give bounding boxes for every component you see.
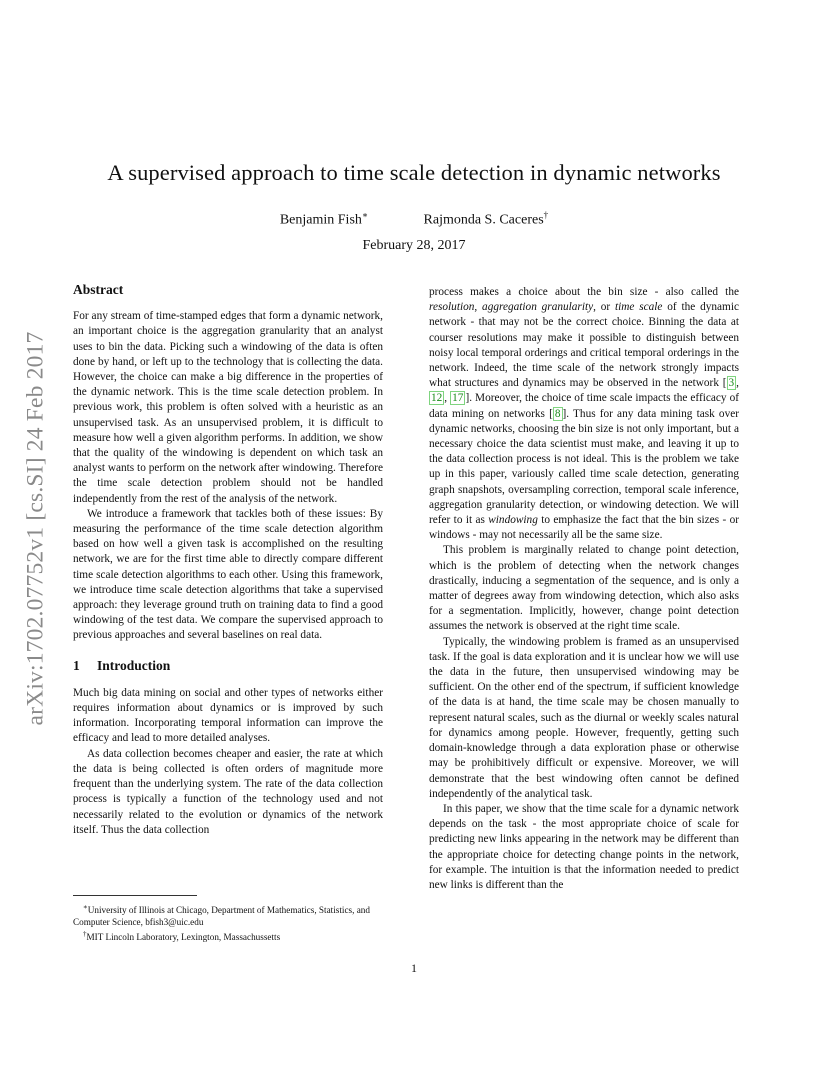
text-run: , or xyxy=(593,301,615,314)
text-run: ]. Moreover, the choice of time scale impacts the efficacy of data mining on networks [ xyxy=(429,392,739,420)
intro-paragraph-3 xyxy=(429,285,739,543)
emphasis-aggregation-granularity: aggregation granularity xyxy=(482,301,594,314)
paper-date: February 28, 2017 xyxy=(362,238,466,253)
intro-paragraph-5: Typically, the windowing problem is framed as an unsupervised task. If the goal is data exploration and it is unclear how we will use the data in the future, then unsupervised windowing may be sufficient. On the other end of the spectrum, if sufficient knowledge of the data is at hand, the time scale may be chosen manually to represent natural scales, such as the diurnal or weekly scales natural for dynamics among people. However, frequently, getting such domain-knowledge through a data exploration phase or otherwise may be prohibitively difficult or expensive. Moreover, we will demonstrate that the best windowing often cannot be defined independently of the analytical task. xyxy=(429,635,739,800)
left-column xyxy=(73,282,383,838)
arxiv-side-stamp xyxy=(16,298,56,758)
section-heading-introduction xyxy=(73,658,383,673)
emphasis-time-scale: time scale xyxy=(614,301,663,314)
footnote-text: University of Illinois at Chicago, Department of Mathematics, Statistics, and Computer Science, bfish3@uic.edu xyxy=(73,905,370,928)
footnote-1 xyxy=(73,901,383,928)
author-fish xyxy=(280,210,368,229)
section-title: Introduction xyxy=(97,657,171,673)
text-run: , xyxy=(474,301,483,314)
page-number: 1 xyxy=(411,961,417,975)
footnote-mark: ∗ xyxy=(83,903,88,911)
citation-link[interactable]: 12 xyxy=(431,392,443,405)
section-number: 1 xyxy=(73,657,80,673)
footnote-text: MIT Lincoln Laboratory, Lexington, Massachussetts xyxy=(86,932,281,943)
footnote-2 xyxy=(73,928,383,943)
arxiv-identifier: arXiv:1702.07752v1 [cs.SI] 24 Feb 2017 xyxy=(22,330,49,726)
intro-paragraph-1: Much big data mining on social and other types of networks either requires information about dynamics or is improved by such information. Incorporating temporal information can improve the efficacy and lead to more detailed analyses. xyxy=(73,686,383,745)
intro-paragraph-4: This problem is marginally related to change point detection, which is the problem of detecting when the network changes drastically, inducing a segmentation of the sequence, and is only a matter of degrees away from windowing detection, which also asks for a segmentation. Implicitly, however, change point detection assumes the network is observed at the right time scale. xyxy=(429,544,739,633)
citation-link[interactable]: 17 xyxy=(452,392,464,405)
text-run: of the dynamic network - that may not be the correct choice. Binning the data at courser resolutions may make it possible to distinguish between noisy local temporal orderings and critical temporal orderings in the network. Indeed, the time scale of the network strongly impacts what structures and dynamics may be observed in the network [ xyxy=(429,301,739,390)
abstract-paragraph-2: We introduce a framework that tackles both of these issues: By measuring the performance of the time scale detection algorithm based on how well a given task is accomplished on the resulting network, we are for the first time able to directly compare different time scale detection algorithms to each other. Using this framework, we introduce time scale detection algorithms that take a supervised approach: they leverage ground truth on training data to find a good windowing of the test data. We compare the supervised approach to previous approaches and several baselines on real data. xyxy=(73,507,383,642)
text-run: process makes a choice about the bin size - also called the xyxy=(429,286,739,298)
footnote-mark: † xyxy=(83,930,87,939)
citation-link[interactable]: 3 xyxy=(728,377,735,390)
author-footnote-mark: ∗ xyxy=(361,210,369,220)
author-footnote-mark: † xyxy=(543,210,549,220)
abstract-paragraph-1: For any stream of time-stamped edges that form a dynamic network, an important choice is the aggregation granularity that an analyst uses to bin the data. Picking such a windowing of the data is often done by hand, or left up to the technology that is collecting the data. However, the choice can make a big difference in the properties of the dynamic network. This is the time scale detection problem. In previous work, this problem is often solved with a heuristic as an unsupervised task. As an unsupervised problem, it is difficult to measure how well a given algorithm performs. In addition, we show that the quality of the windowing is dependent on which task an analyst wants to perform on the network after windowing. Therefore the time scale detection problem should not be handled independently from the rest of the analysis of the network. xyxy=(73,310,383,505)
footnote-rule xyxy=(73,895,197,896)
footnotes xyxy=(73,895,383,943)
author-list xyxy=(0,210,828,229)
intro-paragraph-2: As data collection becomes cheaper and easier, the rate at which the data is being collected is often orders of magnitude more frequent than the underlying system. The rate of the data collection process is typically a function of the technology used and not necessarily related to the evolution or dynamics of the network itself. Thus the data collection xyxy=(73,747,383,836)
author-name: Rajmonda S. Caceres xyxy=(423,212,544,228)
text-run: to emphasize the fact that the bin sizes - or windows - may not necessarily all be the same size. xyxy=(429,514,739,542)
right-column xyxy=(429,285,739,893)
author-caceres xyxy=(424,210,549,229)
text-run: , xyxy=(444,392,451,405)
citation-link[interactable]: 8 xyxy=(554,407,561,420)
text-run: ]. Thus for any data mining task over dynamic networks, choosing the bin size is not only important, but a necessary choice the data scientist must make, and leaving it up to the data collection process is not ideal. This is the problem we take up in this paper, variously called time scale detection, generating graph snapshots, oversampling correction, temporal scale inference, aggregation granularity detection, or windowing detection. We will refer to it as xyxy=(429,407,739,527)
intro-paragraph-6: In this paper, we show that the time scale for a dynamic network depends on the task - the most appropriate choice of scale for predicting new links appearing in the network may be different than the appropriate choice for detecting change points in the network, for example. The intuition is that the information needed to predict new links is different than the xyxy=(429,802,739,891)
emphasis-windowing: windowing xyxy=(488,514,538,527)
abstract-heading: Abstract xyxy=(73,282,124,297)
text-run: , xyxy=(736,377,739,390)
author-name: Benjamin Fish xyxy=(279,212,362,228)
paper-title: A supervised approach to time scale detection in dynamic networks xyxy=(107,160,721,185)
emphasis-resolution: resolution xyxy=(429,301,475,314)
